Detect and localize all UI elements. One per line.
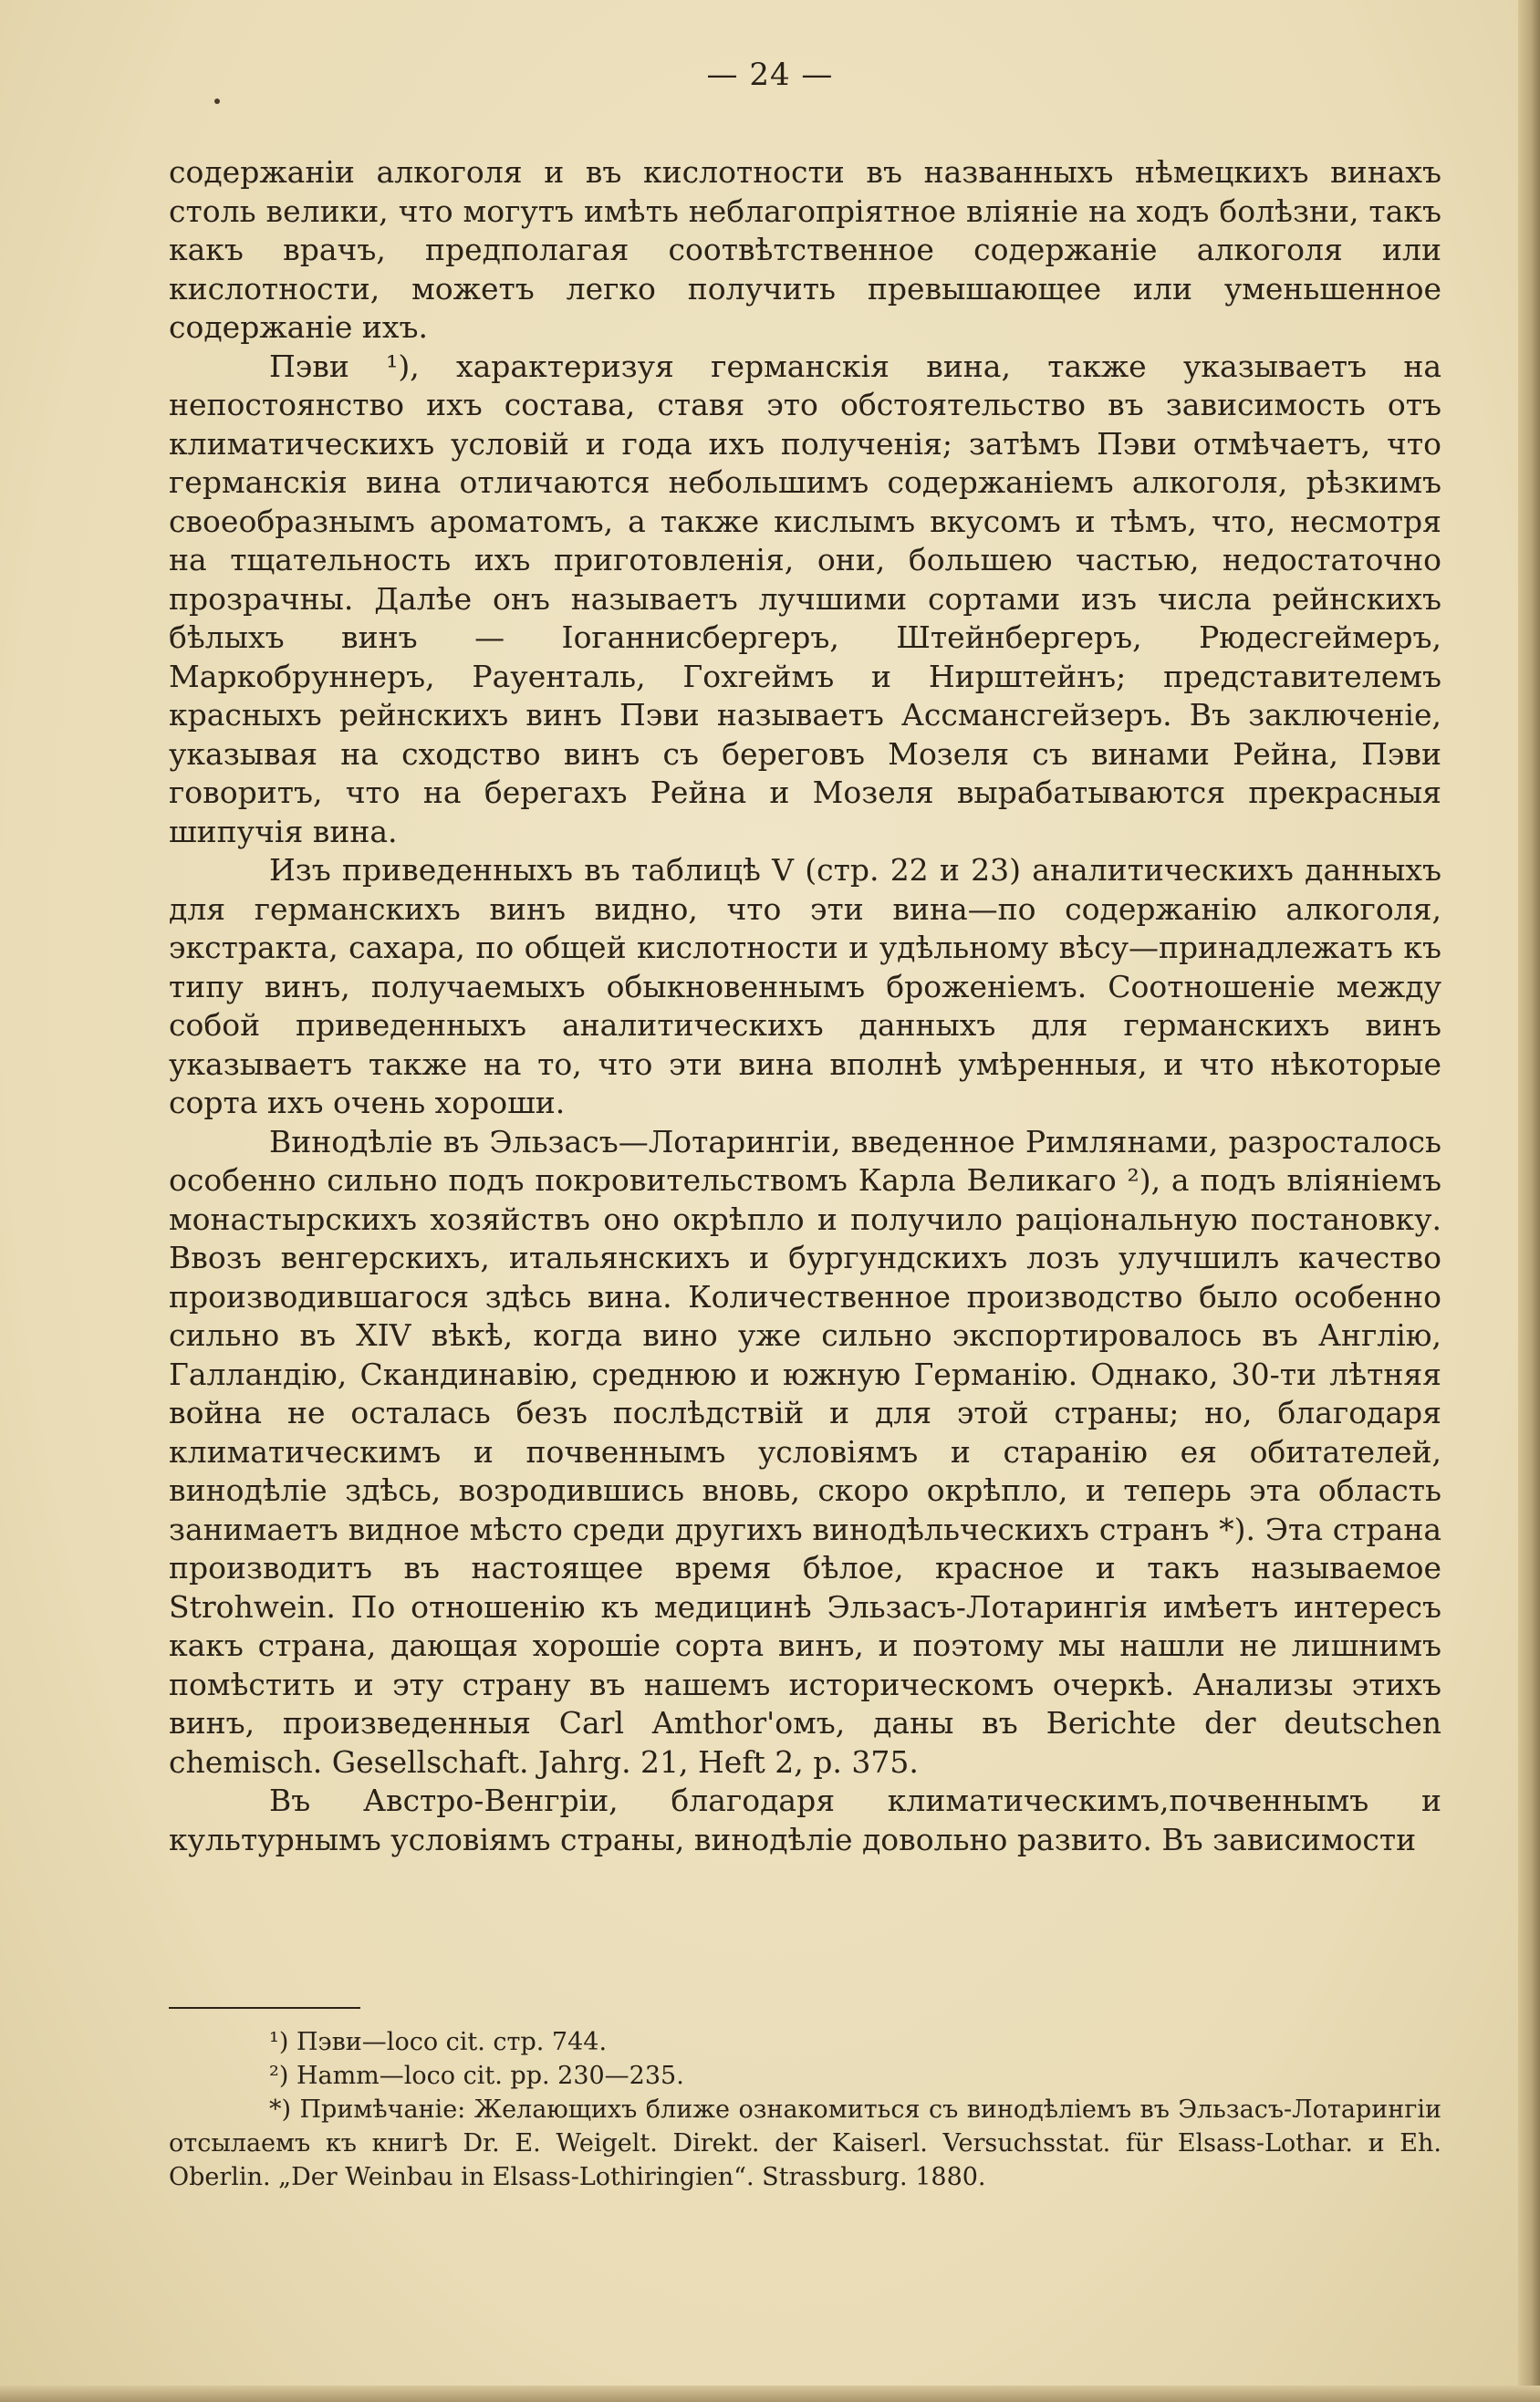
footnote-note: *) Примѣчанiе: Желающихъ ближе ознакомиться съ винодѣлiемъ въ Эльзасъ-Лотарингiи отсылаемъ къ книгѣ Dr. E. Weigelt. Direkt. der Kaiserl. Versuchsstat. für Elsass-Lothar. и Eh. Oberlin. „Der Weinbau in Elsass-Lothiringien“. Strassburg. 1880. bbox=[169, 2095, 1441, 2191]
page-edge-right bbox=[1518, 0, 1540, 2402]
page-number: — 24 — bbox=[706, 57, 834, 93]
page-edge-bottom bbox=[0, 2386, 1540, 2402]
main-text bbox=[169, 153, 1441, 1859]
paragraph-5: Въ Австро-Венгрiи, благодаря климатическимъ,почвеннымъ и культурнымъ условiямъ страны, винодѣлiе довольно развито. Въ зависимости bbox=[169, 1783, 1441, 1857]
footnote-separator bbox=[169, 2007, 360, 2009]
footnote-2: ²) Hamm—loco cit. pp. 230—235. bbox=[269, 2062, 684, 2090]
paragraph-1: содержанiи алкоголя и въ кислотности въ названныхъ нѣмецкихъ винахъ столь велики, что могутъ имѣть неблагопрiятное влiянiе на ходъ болѣзни, такъ какъ врачъ, предполагая соотвѣтственное содержанiе алкоголя или кислотности, можетъ легко получить превышающее или уменьшенное содержанiе ихъ. bbox=[169, 154, 1441, 345]
paragraph-4: Винодѣлiе въ Эльзасъ—Лотарингiи, введенное Римлянами, разросталось особенно сильно подъ покровительствомъ Карла Великаго ²), а подъ влiянiемъ монастырскихъ хозяйствъ оно окрѣпло и получило рацiональную постановку. Ввозъ венгерскихъ, итальянскихъ и бургундскихъ лозъ улучшилъ качество производившагося здѣсь вина. Количественное производство было особенно сильно въ XIV вѣкѣ, когда вино уже сильно экспортировалось въ Англiю, Галландiю, Скандинавiю, среднюю и южную Германiю. Однако, 30-ти лѣтняя война не осталась безъ послѣдствiй и для этой страны; но, благодаря климатическимъ и почвеннымъ условiямъ и старанiю ея обитателей, винодѣлiе здѣсь, возродившись вновь, скоро окрѣпло, и теперь эта область занимаетъ видное мѣсто среди другихъ винодѣльческихъ странъ *). Эта страна производитъ въ настоящее время бѣлое, красное и такъ называемое Strohwein. По отношенiю къ медицинѣ Эльзасъ-Лотарингiя имѣетъ интересъ какъ страна, дающая хорошiе сорта винъ, и поэтому мы нашли не лишнимъ помѣстить и эту страну въ нашемъ историческомъ очеркѣ. Анализы этихъ винъ, произведенныя Carl Amthor'омъ, даны въ Berichte der deutschen chemisch. Gesellschaft. Jahrg. 21, Heft 2, p. 375. bbox=[169, 1123, 1441, 1780]
ink-speck bbox=[214, 99, 220, 104]
footnote-1: ¹) Пэви—loco cit. стр. 744. bbox=[269, 2028, 608, 2056]
footnotes bbox=[169, 2025, 1441, 2194]
paragraph-2: Пэви ¹), характеризуя германскiя вина, также указываетъ на непостоянство ихъ состава, ставя это обстоятельство въ зависимость отъ климатическихъ условiй и года ихъ полученiя; затѣмъ Пэви отмѣчаетъ, что германскiя вина отличаются небольшимъ содержанiемъ алкоголя, рѣзкимъ своеобразнымъ ароматомъ, а также кислымъ вкусомъ и тѣмъ, что, несмотря на тщательность ихъ приготовленiя, они, большею частью, недостаточно прозрачны. Далѣе онъ называетъ лучшими сортами изъ числа рейнскихъ бѣлыхъ винъ — Iоганнисбергеръ, Штейнбергеръ, Рюдесгеймеръ, Маркобруннеръ, Рауенталь, Гохгеймъ и Нирштейнъ; представителемъ красныхъ рейнскихъ винъ Пэви называетъ Ассмансгейзеръ. Въ заключенiе, указывая на сходство винъ съ береговъ Мозеля съ винами Рейна, Пэви говоритъ, что на берегахъ Рейна и Мозеля вырабатываются прекрасныя шипучiя вина. bbox=[169, 348, 1441, 849]
paragraph-3: Изъ приведенныхъ въ таблицѣ V (стр. 22 и 23) аналитическихъ данныхъ для германскихъ винъ видно, что эти вина—по содержанiю алкоголя, экстракта, сахара, по общей кислотности и удѣльному вѣсу—принадлежатъ къ типу винъ, получаемыхъ обыкновеннымъ броженiемъ. Соотношенiе между собой приведенныхъ аналитическихъ данныхъ для германскихъ винъ указываетъ также на то, что эти вина вполнѣ умѣренныя, и что нѣкоторые сорта ихъ очень хороши. bbox=[169, 852, 1441, 1120]
